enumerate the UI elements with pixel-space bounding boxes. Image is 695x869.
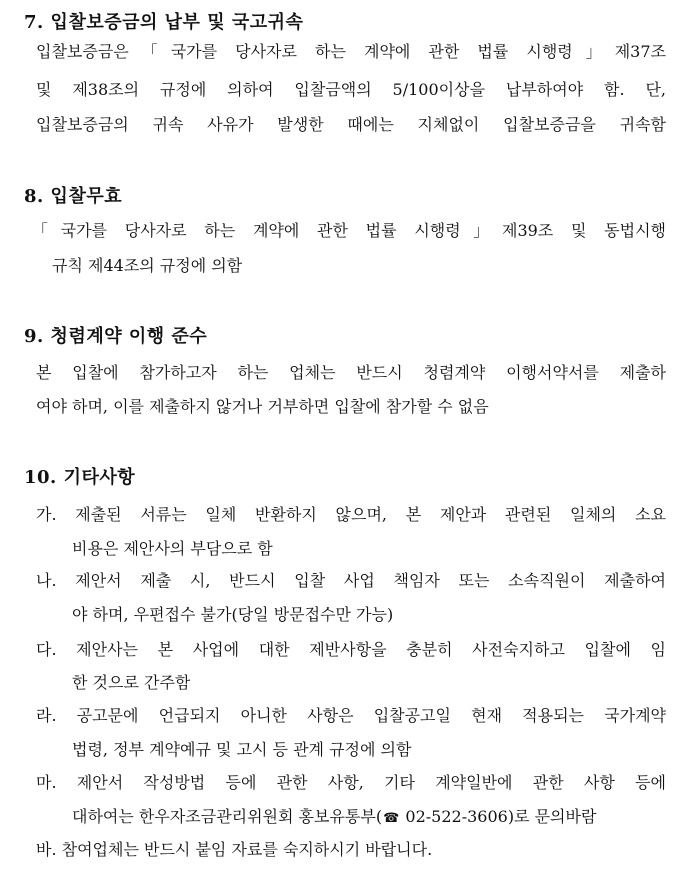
phone-icon: ☎ bbox=[383, 811, 400, 826]
item-ma-phone-number: 02-522-3606 bbox=[400, 807, 508, 826]
section-8-heading: 8. 입찰무효 bbox=[24, 186, 123, 207]
item-na-line-1: 나. 제안서 제출 시, 반드시 입찰 사업 책임자 또는 소속직원이 제출하여 bbox=[36, 571, 666, 590]
item-ra-line-1: 라. 공고문에 언급되지 아니한 사항은 입찰공고일 현재 적용되는 국가계약 bbox=[36, 706, 666, 725]
section-9-line-1: 본 입찰에 참가하고자 하는 업체는 반드시 청렴계약 이행서약서를 제출하 bbox=[36, 363, 666, 382]
item-ma-line-2-post: )로 문의바람 bbox=[507, 807, 597, 826]
section-9-line-2: 여야 하며, 이를 제출하지 않거나 거부하면 입찰에 참가할 수 없음 bbox=[36, 397, 489, 416]
section-9-heading: 9. 청렴계약 이행 준수 bbox=[24, 326, 208, 347]
item-ba-line-1: 바. 참여업체는 반드시 붙임 자료를 숙지하시기 바랍니다. bbox=[36, 840, 433, 859]
section-8-line-1: 「국가를 당사자로 하는 계약에 관한 법률 시행령」제39조 및 동법시행 bbox=[32, 221, 666, 240]
item-ra-line-2: 법령, 정부 계약예규 및 고시 등 관계 규정에 의함 bbox=[72, 740, 412, 759]
section-8-line-2: 규칙 제44조의 규정에 의함 bbox=[52, 256, 243, 275]
item-ma-line-2-pre: 대하여는 한우자조금관리위원회 홍보유통부( bbox=[72, 807, 383, 826]
item-ma-line-2 bbox=[72, 807, 596, 829]
item-ma-line-1: 마. 제안서 작성방법 등에 관한 사항, 기타 계약일반에 관한 사항 등에 bbox=[36, 773, 666, 792]
item-da-line-1: 다. 제안사는 본 사업에 대한 제반사항을 충분히 사전숙지하고 입찰에 임 bbox=[36, 640, 666, 659]
section-7-line-1: 입찰보증금은「국가를 당사자로 하는 계약에 관한 법률 시행령」제37조 bbox=[36, 42, 666, 61]
item-na-line-2: 야 하며, 우편접수 불가(당일 방문접수만 가능) bbox=[72, 605, 394, 624]
item-da-line-2: 한 것으로 간주함 bbox=[72, 673, 191, 692]
section-7-line-3: 입찰보증금의 귀속 사유가 발생한 때에는 지체없이 입찰보증금을 귀속함 bbox=[36, 115, 666, 134]
section-7-heading: 7. 입찰보증금의 납부 및 국고귀속 bbox=[24, 12, 304, 33]
section-10-heading: 10. 기타사항 bbox=[24, 467, 136, 488]
item-ga-line-2: 비용은 제안사의 부담으로 함 bbox=[72, 539, 273, 558]
item-ga-line-1: 가. 제출된 서류는 일체 반환하지 않으며, 본 제안과 관련된 일체의 소요 bbox=[36, 505, 666, 524]
section-7-line-2: 및 제38조의 규정에 의하여 입찰금액의 5/100이상을 납부하여야 함. 단, bbox=[36, 80, 666, 99]
